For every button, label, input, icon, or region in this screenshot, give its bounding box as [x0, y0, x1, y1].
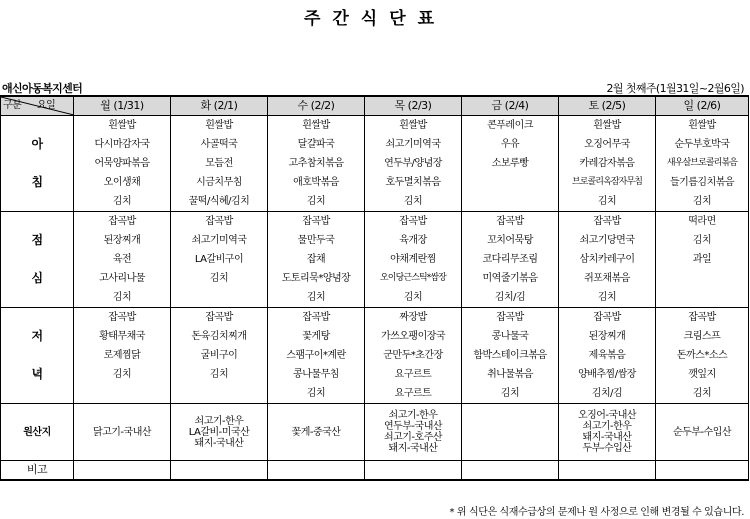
remarks-label: 비고: [1, 461, 74, 481]
menu-item: 돈육김치찌개: [171, 327, 268, 346]
menu-item: 김치: [268, 384, 365, 404]
lunch-label-cell: [1, 250, 74, 269]
menu-item: 애호박볶음: [268, 173, 365, 192]
menu-item: 잡곡밥: [365, 212, 462, 232]
breakfast-label-top: 아: [1, 135, 74, 154]
origin-line: 쇠고기-한우: [582, 421, 632, 432]
origin-cell: [268, 404, 365, 461]
dinner-label-cell: [1, 346, 74, 365]
menu-item: 잡곡밥: [74, 212, 171, 232]
menu-item: 쇠고기당면국: [559, 231, 656, 250]
menu-item: 가쓰오팽이장국: [365, 327, 462, 346]
menu-item: 김치: [171, 365, 268, 384]
menu-item: 김치: [365, 288, 462, 308]
menu-item: 삼치카레구이: [559, 250, 656, 269]
menu-item: 모듬전: [171, 154, 268, 173]
origin-cell: [462, 404, 559, 461]
lunch-row: [1, 250, 749, 269]
menu-item: 도토리묵*양념장: [268, 269, 365, 288]
menu-item: 오징어무국: [559, 135, 656, 154]
remarks-cell: [559, 461, 656, 481]
menu-item: 브로콜리옥잠자무침: [559, 173, 656, 192]
origin-line: 연두부-국내산: [383, 421, 443, 432]
origin-line: LA갈비-미국산: [188, 426, 250, 438]
remarks-cell: [171, 461, 268, 481]
menu-item: 김치: [559, 192, 656, 212]
remarks-cell: [462, 461, 559, 481]
menu-item: 잡곡밥: [74, 308, 171, 328]
menu-item: 소보루빵: [462, 154, 559, 173]
menu-item: 취나물볶음: [462, 365, 559, 384]
origin-row: [1, 404, 749, 461]
lunch-row: [1, 231, 749, 250]
menu-item: 과일: [656, 250, 749, 269]
header-row: [1, 96, 749, 116]
menu-item: 꿀떡/식혜/김치: [171, 192, 268, 212]
menu-item: 사골떡국: [171, 135, 268, 154]
weekly-menu-table: [0, 95, 749, 481]
menu-item: 양배추찜/쌈장: [559, 365, 656, 384]
menu-item: 김치: [268, 192, 365, 212]
menu-item: 고추참치볶음: [268, 154, 365, 173]
menu-item: 흰쌀밥: [656, 116, 749, 136]
breakfast-label-bottom: 침: [1, 173, 74, 192]
menu-item: [171, 288, 268, 308]
breakfast-label-cell: [1, 154, 74, 173]
menu-item: [462, 173, 559, 192]
breakfast-label-cell: [1, 192, 74, 212]
origin-line: 순두부-수입산: [672, 426, 732, 438]
breakfast-row: [1, 192, 749, 212]
menu-item: 카레감자볶음: [559, 154, 656, 173]
menu-item: 꼬치어묵탕: [462, 231, 559, 250]
menu-item: [656, 288, 749, 308]
menu-item: 달걀파국: [268, 135, 365, 154]
origin-line: 오징어-국내산: [577, 410, 637, 421]
footnote: * 위 식단은 식재수급상의 문제나 원 사정으로 인해 변경될 수 있습니다.: [449, 507, 744, 518]
dinner-row: [1, 346, 749, 365]
menu-item: 쇠고기미역국: [365, 135, 462, 154]
week-range: 2월 첫째주(1월31일~2월6일): [606, 82, 744, 95]
menu-item: 돈까스*소스: [656, 346, 749, 365]
menu-item: 요구르트: [365, 365, 462, 384]
menu-item: 호두멸치볶음: [365, 173, 462, 192]
menu-item: 오이생채: [74, 173, 171, 192]
menu-item: 된장찌개: [559, 327, 656, 346]
menu-item: 황태무채국: [74, 327, 171, 346]
menu-item: 김치: [74, 288, 171, 308]
dinner-row: [1, 308, 749, 328]
menu-item: 김치: [74, 192, 171, 212]
origin-cell: [656, 404, 749, 461]
breakfast-row: [1, 154, 749, 173]
menu-item: 물만두국: [268, 231, 365, 250]
menu-item: 김치: [171, 269, 268, 288]
menu-item: 잡곡밥: [171, 308, 268, 328]
menu-item: 김치: [559, 288, 656, 308]
menu-item: 군만두*초간장: [365, 346, 462, 365]
day-header: 일 (2/6): [656, 96, 749, 116]
origin-line: 쇠고기-한우: [194, 415, 244, 427]
menu-item: 잡채: [268, 250, 365, 269]
breakfast-row: [1, 116, 749, 136]
menu-item: 깻잎지: [656, 365, 749, 384]
menu-item: 요구르트: [365, 384, 462, 404]
origin-line: 두부-수입산: [582, 443, 632, 454]
menu-item: 꽃게탕: [268, 327, 365, 346]
menu-item: 김치: [656, 192, 749, 212]
dinner-label-bottom: 녁: [1, 365, 74, 384]
lunch-row: [1, 288, 749, 308]
remarks-cell: [365, 461, 462, 481]
menu-item: 김치: [365, 192, 462, 212]
lunch-row: [1, 212, 749, 232]
menu-item: 콘푸레이크: [462, 116, 559, 136]
menu-item: 잡곡밥: [559, 308, 656, 328]
origin-line: 닭고기-국내산: [92, 426, 152, 438]
menu-item: 코다리무조림: [462, 250, 559, 269]
menu-item: 김치: [462, 384, 559, 404]
menu-item: 쇠고기미역국: [171, 231, 268, 250]
origin-label: 원산지: [1, 404, 74, 461]
menu-item: 김치: [268, 288, 365, 308]
menu-item: 김치: [74, 365, 171, 384]
menu-item: 잡곡밥: [656, 308, 749, 328]
header-corner: [1, 96, 74, 116]
menu-item: 흰쌀밥: [559, 116, 656, 136]
menu-item: 콩나물국: [462, 327, 559, 346]
menu-item: 육전: [74, 250, 171, 269]
corner-label-day: 요일: [37, 100, 56, 111]
breakfast-row: [1, 173, 749, 192]
remarks-cell: [268, 461, 365, 481]
day-header: 수 (2/2): [268, 96, 365, 116]
menu-item: 잡곡밥: [462, 308, 559, 328]
menu-item: 새우살브로콜리볶음: [656, 154, 749, 173]
menu-item: 흰쌀밥: [171, 116, 268, 136]
lunch-label-cell: [1, 288, 74, 308]
day-header: 토 (2/5): [559, 96, 656, 116]
day-header: 월 (1/31): [74, 96, 171, 116]
menu-item: 떡라면: [656, 212, 749, 232]
menu-item: [171, 384, 268, 404]
breakfast-label-cell: [1, 116, 74, 136]
menu-item: 스팸구이*계란: [268, 346, 365, 365]
menu-item: 다시마감자국: [74, 135, 171, 154]
menu-item: [74, 384, 171, 404]
organization-name: 애신아동복지센터: [2, 82, 83, 95]
menu-item: 육개장: [365, 231, 462, 250]
menu-item: 오이당근스틱*쌈장: [365, 269, 462, 288]
menu-item: 시금치무침: [171, 173, 268, 192]
dinner-row: [1, 384, 749, 404]
menu-item: 콩나물무침: [268, 365, 365, 384]
day-header: 목 (2/3): [365, 96, 462, 116]
dinner-label-cell: [1, 308, 74, 328]
menu-item: 잡곡밥: [462, 212, 559, 232]
remarks-cell: [74, 461, 171, 481]
menu-item: 야채계란찜: [365, 250, 462, 269]
menu-item: 미역줄기볶음: [462, 269, 559, 288]
menu-item: 로제찜닭: [74, 346, 171, 365]
menu-item: LA갈비구이: [171, 250, 268, 269]
menu-item: 들기름김치볶음: [656, 173, 749, 192]
lunch-label-top: 점: [1, 231, 74, 250]
lunch-label-bottom: 심: [1, 269, 74, 288]
menu-item: 흰쌀밥: [268, 116, 365, 136]
origin-cell: [559, 404, 656, 461]
origin-cell: [365, 404, 462, 461]
menu-item: 크림스프: [656, 327, 749, 346]
dinner-label-top: 저: [1, 327, 74, 346]
menu-item: 고사리나물: [74, 269, 171, 288]
menu-item: 어묵양파볶음: [74, 154, 171, 173]
origin-cell: [74, 404, 171, 461]
menu-item: 흰쌀밥: [365, 116, 462, 136]
remarks-row: [1, 461, 749, 481]
menu-item: [462, 192, 559, 212]
origin-line: 쇠고기-한우: [388, 410, 438, 421]
menu-item: 함박스테이크볶음: [462, 346, 559, 365]
menu-item: 연두부/양념장: [365, 154, 462, 173]
origin-line: 돼지-국내산: [388, 443, 438, 454]
menu-item: 김치/김: [559, 384, 656, 404]
menu-item: 김치/김: [462, 288, 559, 308]
origin-line: 쇠고기-호주산: [383, 432, 443, 443]
menu-item: 잡곡밥: [559, 212, 656, 232]
origin-line: 꽃게-중국산: [291, 426, 341, 438]
remarks-cell: [656, 461, 749, 481]
menu-item: 제육볶음: [559, 346, 656, 365]
menu-item: 된장찌개: [74, 231, 171, 250]
lunch-label-cell: [1, 212, 74, 232]
menu-item: [656, 269, 749, 288]
origin-line: 돼지-국내산: [194, 437, 244, 449]
page-title: 주간식단표: [303, 9, 447, 29]
origin-line: 돼지-국내산: [582, 432, 632, 443]
origin-cell: [171, 404, 268, 461]
menu-item: 잡곡밥: [268, 212, 365, 232]
menu-item: 순두부호박국: [656, 135, 749, 154]
corner-label-category: 구분: [3, 100, 22, 111]
menu-item: 잡곡밥: [268, 308, 365, 328]
breakfast-row: [1, 135, 749, 154]
lunch-row: [1, 269, 749, 288]
dinner-label-cell: [1, 384, 74, 404]
menu-item: 김치: [656, 384, 749, 404]
menu-item: 김치: [656, 231, 749, 250]
menu-item: 짜장밥: [365, 308, 462, 328]
menu-item: 굴비구이: [171, 346, 268, 365]
day-header: 금 (2/4): [462, 96, 559, 116]
menu-item: 잡곡밥: [171, 212, 268, 232]
dinner-row: [1, 327, 749, 346]
day-header: 화 (2/1): [171, 96, 268, 116]
menu-item: 우유: [462, 135, 559, 154]
menu-item: 쥐포채볶음: [559, 269, 656, 288]
dinner-row: [1, 365, 749, 384]
menu-item: 흰쌀밥: [74, 116, 171, 136]
